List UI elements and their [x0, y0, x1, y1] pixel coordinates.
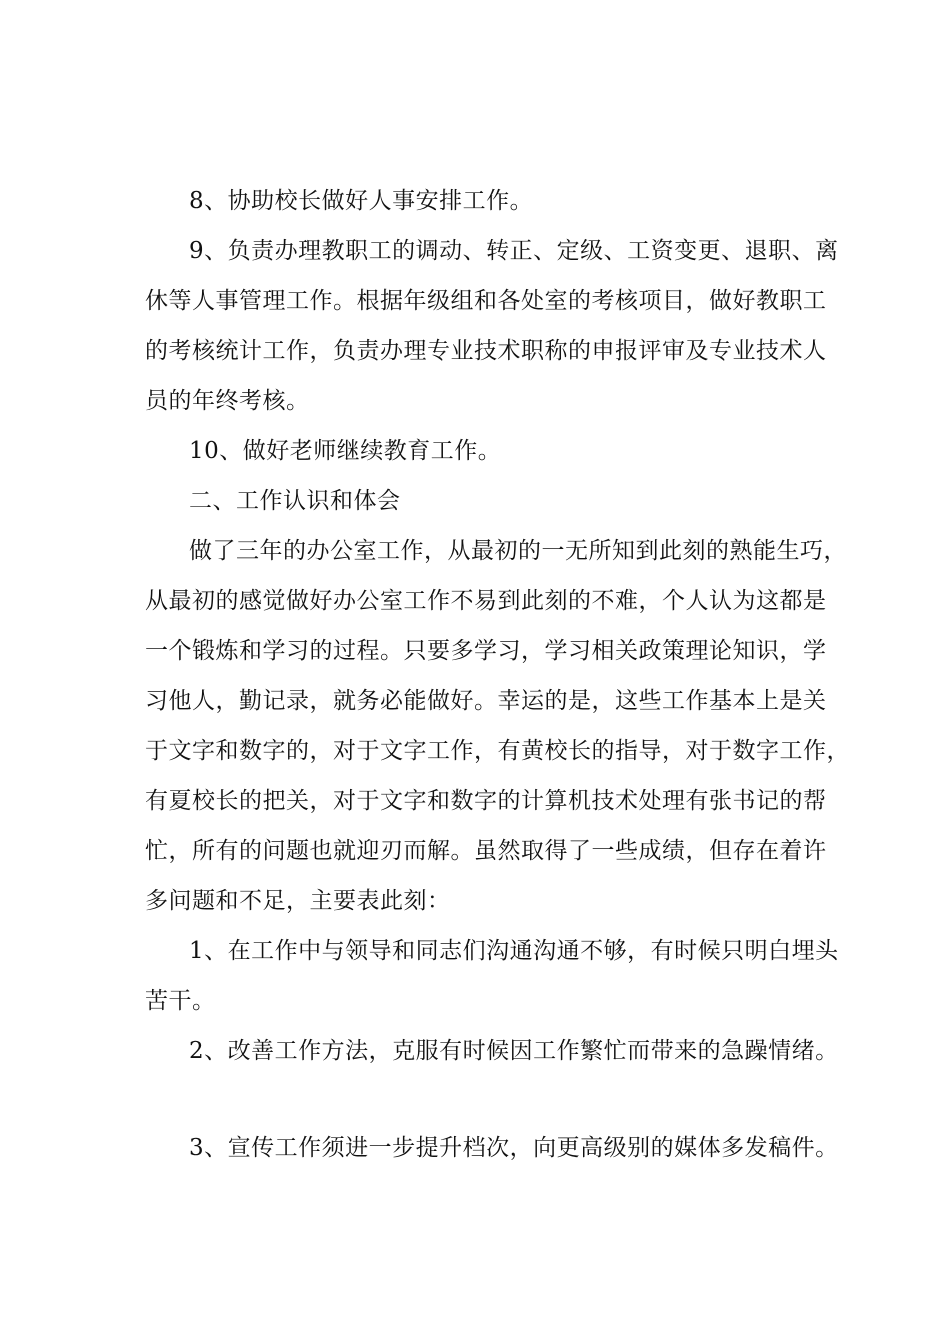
issue-3-line: 3、宣传工作须进一步提升档次，向更高级别的媒体多发稿件。 [189, 1135, 839, 1161]
item-9-line-3: 的考核统计工作，负责办理专业技术职称的申报评审及专业技术人 [145, 338, 827, 364]
paragraph-line-5: 于文字和数字的，对于文字工作，有黄校长的指导，对于数字工作， [145, 738, 850, 764]
issue-1-line-1: 1、在工作中与领导和同志们沟通沟通不够，有时候只明白埋头 [189, 938, 839, 964]
paragraph-line-7: 忙，所有的问题也就迎刃而解。虽然取得了一些成绩，但存在着许 [145, 838, 827, 864]
issue-2-line: 2、改善工作方法，克服有时候因工作繁忙而带来的急躁情绪。 [189, 1038, 839, 1064]
item-9-line-2: 休等人事管理工作。根据年级组和各处室的考核项目，做好教职工 [145, 288, 827, 314]
paragraph-line-6: 有夏校长的把关，对于文字和数字的计算机技术处理有张书记的帮 [145, 788, 827, 814]
paragraph-line-4: 习他人，勤记录，就务必能做好。幸运的是，这些工作基本上是关 [145, 688, 827, 714]
paragraph-line-2: 从最初的感觉做好办公室工作不易到此刻的不难，个人认为这都是 [145, 588, 827, 614]
paragraph-line-8: 多问题和不足，主要表此刻： [145, 888, 451, 914]
item-10-line: 10、做好老师继续教育工作。 [189, 438, 502, 464]
paragraph-line-3: 一个锻炼和学习的过程。只要多学习，学习相关政策理论知识，学 [145, 638, 827, 664]
item-9-line-4: 员的年终考核。 [145, 388, 310, 414]
section-heading: 二、工作认识和体会 [189, 488, 401, 514]
issue-1-line-2: 苦干。 [145, 988, 216, 1014]
paragraph-line-1: 做了三年的办公室工作，从最初的一无所知到此刻的熟能生巧， [189, 538, 847, 564]
item-9-line-1: 9、负责办理教职工的调动、转正、定级、工资变更、退职、离 [189, 238, 839, 264]
item-8-line: 8、协助校长做好人事安排工作。 [189, 188, 534, 214]
